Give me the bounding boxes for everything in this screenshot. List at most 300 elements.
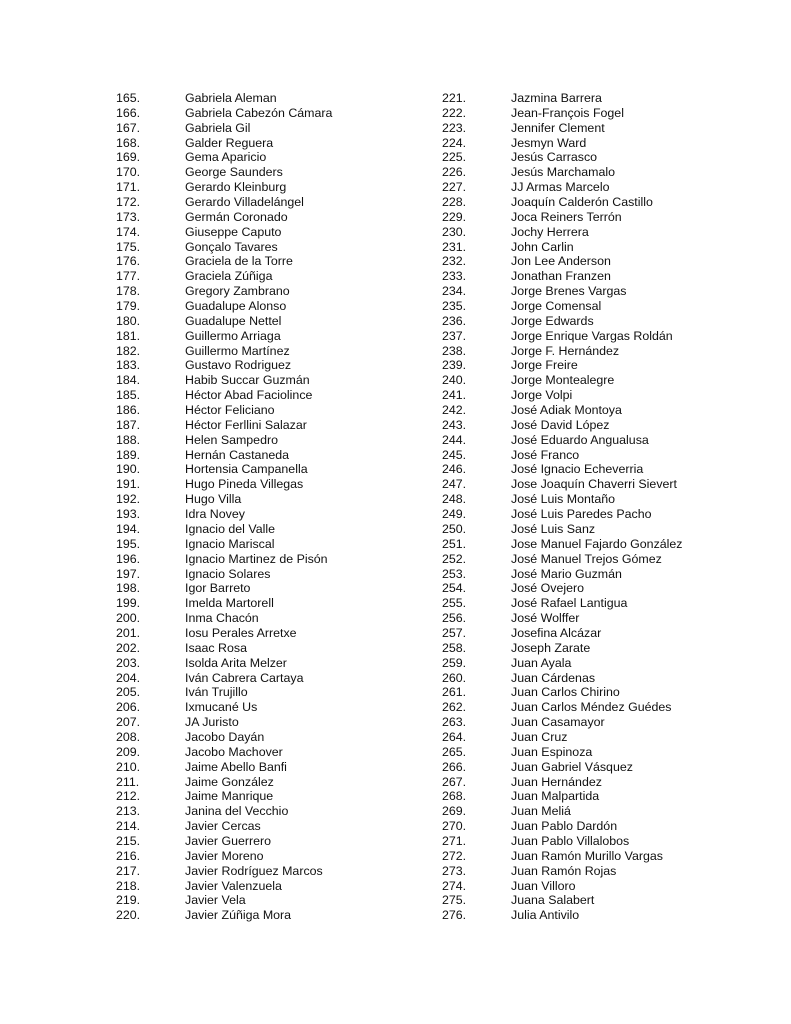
list-item xyxy=(442,775,742,790)
list-item xyxy=(116,150,416,165)
entry-number: 274. xyxy=(442,878,467,893)
entry-number: 245. xyxy=(442,447,467,462)
entry-number: 225. xyxy=(442,150,467,165)
entry-number: 232. xyxy=(442,254,467,269)
list-item xyxy=(116,849,416,864)
entry-name: José Ovejero xyxy=(511,581,585,596)
list-item xyxy=(116,596,416,611)
entry-name: Iván Cabrera Cartaya xyxy=(185,670,304,685)
list-item xyxy=(116,611,416,626)
entry-number: 174. xyxy=(116,224,141,239)
entry-name: Héctor Feliciano xyxy=(185,403,275,418)
list-item xyxy=(116,299,416,314)
entry-number: 202. xyxy=(116,640,141,655)
list-item xyxy=(442,581,742,596)
entry-name: Javier Zúñiga Mora xyxy=(185,908,292,923)
list-item xyxy=(442,195,742,210)
entry-name: JA Juristo xyxy=(185,715,239,730)
entry-number: 199. xyxy=(116,596,141,611)
entry-number: 166. xyxy=(116,105,141,120)
entry-name: Joca Reiners Terrón xyxy=(511,209,622,224)
entry-name: Giuseppe Caputo xyxy=(185,224,282,239)
entry-name: José Adiak Montoya xyxy=(511,403,622,418)
entry-number: 205. xyxy=(116,685,141,700)
entry-number: 237. xyxy=(442,328,467,343)
entry-name: Jorge Montealegre xyxy=(511,373,615,388)
entry-number: 176. xyxy=(116,254,141,269)
list-item xyxy=(442,611,742,626)
entry-number: 173. xyxy=(116,209,141,224)
list-item xyxy=(116,433,416,448)
entry-name: Juan Hernández xyxy=(511,774,602,789)
list-item xyxy=(442,671,742,686)
list-item xyxy=(442,834,742,849)
entry-number: 201. xyxy=(116,625,141,640)
entry-name: José Luis Paredes Pacho xyxy=(511,507,652,522)
entry-name: Jorge Enrique Vargas Roldán xyxy=(511,328,673,343)
entry-name: José Luis Sanz xyxy=(511,521,596,536)
list-item xyxy=(442,477,742,492)
list-item xyxy=(116,760,416,775)
list-item xyxy=(116,789,416,804)
entry-number: 233. xyxy=(442,269,467,284)
list-item xyxy=(116,819,416,834)
list-item xyxy=(116,136,416,151)
entry-name: Isaac Rosa xyxy=(185,640,247,655)
list-item xyxy=(442,492,742,507)
list-item xyxy=(442,403,742,418)
list-item xyxy=(442,284,742,299)
right-column xyxy=(442,91,742,923)
entry-number: 182. xyxy=(116,343,141,358)
entry-number: 181. xyxy=(116,328,141,343)
entry-name: Juan Carlos Méndez Guédes xyxy=(511,700,672,715)
entry-number: 258. xyxy=(442,640,467,655)
entry-number: 224. xyxy=(442,135,467,150)
entry-number: 273. xyxy=(442,863,467,878)
entry-number: 240. xyxy=(442,373,467,388)
entry-number: 219. xyxy=(116,893,141,908)
entry-name: Jesmyn Ward xyxy=(511,135,587,150)
list-item xyxy=(442,329,742,344)
list-item xyxy=(116,730,416,745)
entry-number: 170. xyxy=(116,165,141,180)
entry-number: 253. xyxy=(442,566,467,581)
entry-name: Ignacio Mariscal xyxy=(185,536,275,551)
list-item xyxy=(116,195,416,210)
entry-number: 244. xyxy=(442,432,467,447)
list-item xyxy=(116,492,416,507)
list-item xyxy=(442,136,742,151)
entry-number: 270. xyxy=(442,819,467,834)
entry-name: José Wolffer xyxy=(511,611,580,626)
entry-name: Jennifer Clement xyxy=(511,120,605,135)
list-item xyxy=(116,745,416,760)
list-item xyxy=(442,106,742,121)
list-item xyxy=(442,388,742,403)
entry-number: 266. xyxy=(442,759,467,774)
entry-number: 275. xyxy=(442,893,467,908)
list-item xyxy=(116,879,416,894)
entry-name: Héctor Ferllini Salazar xyxy=(185,417,307,432)
list-item xyxy=(116,344,416,359)
entry-name: Hugo Pineda Villegas xyxy=(185,477,304,492)
entry-number: 236. xyxy=(442,313,467,328)
entry-name: Juan Casamayor xyxy=(511,715,605,730)
entry-number: 196. xyxy=(116,551,141,566)
entry-name: Jorge F. Hernández xyxy=(511,343,620,358)
entry-number: 200. xyxy=(116,611,141,626)
entry-name: Juan Malpartida xyxy=(511,789,600,804)
entry-name: Iosu Perales Arretxe xyxy=(185,625,297,640)
entry-name: Guillermo Martínez xyxy=(185,343,290,358)
entry-name: Guadalupe Nettel xyxy=(185,313,282,328)
entry-number: 212. xyxy=(116,789,141,804)
entry-number: 264. xyxy=(442,729,467,744)
entry-name: Gabriela Cabezón Cámara xyxy=(185,105,333,120)
entry-name: George Saunders xyxy=(185,165,283,180)
entry-number: 188. xyxy=(116,432,141,447)
list-item xyxy=(442,522,742,537)
list-item xyxy=(442,804,742,819)
entry-number: 189. xyxy=(116,447,141,462)
list-item xyxy=(116,567,416,582)
entry-number: 257. xyxy=(442,625,467,640)
list-item xyxy=(116,537,416,552)
list-item xyxy=(442,879,742,894)
list-item xyxy=(116,671,416,686)
entry-name: Jonathan Franzen xyxy=(511,269,611,284)
list-item xyxy=(116,448,416,463)
entry-name: Jorge Edwards xyxy=(511,313,594,328)
list-item xyxy=(442,656,742,671)
entry-name: Juan Ramón Murillo Vargas xyxy=(511,848,663,863)
entry-number: 214. xyxy=(116,819,141,834)
list-item xyxy=(442,507,742,522)
entry-name: Javier Moreno xyxy=(185,848,264,863)
entry-number: 268. xyxy=(442,789,467,804)
entry-number: 231. xyxy=(442,239,467,254)
entry-number: 197. xyxy=(116,566,141,581)
entry-name: Hernán Castaneda xyxy=(185,447,290,462)
entry-name: Juan Espinoza xyxy=(511,744,593,759)
entry-number: 207. xyxy=(116,715,141,730)
entry-name: Jaime Manrique xyxy=(185,789,274,804)
entry-name: Juan Cárdenas xyxy=(511,670,596,685)
list-item xyxy=(116,418,416,433)
entry-number: 172. xyxy=(116,195,141,210)
entry-number: 223. xyxy=(442,120,467,135)
entry-name: Jacobo Dayán xyxy=(185,729,265,744)
entry-number: 255. xyxy=(442,596,467,611)
entry-number: 242. xyxy=(442,403,467,418)
list-item xyxy=(442,91,742,106)
entry-number: 243. xyxy=(442,417,467,432)
list-item xyxy=(442,730,742,745)
list-item xyxy=(442,715,742,730)
entry-number: 252. xyxy=(442,551,467,566)
entry-name: Joaquín Calderón Castillo xyxy=(511,195,653,210)
list-item xyxy=(442,433,742,448)
list-item xyxy=(116,462,416,477)
entry-number: 183. xyxy=(116,358,141,373)
entry-name: Julia Antivilo xyxy=(511,908,580,923)
list-item xyxy=(116,581,416,596)
entry-number: 241. xyxy=(442,388,467,403)
entry-name: Galder Reguera xyxy=(185,135,274,150)
list-item xyxy=(442,314,742,329)
entry-name: Igor Barreto xyxy=(185,581,251,596)
entry-name: Gabriela Aleman xyxy=(185,91,277,105)
entry-name: José Eduardo Angualusa xyxy=(511,432,649,447)
entry-name: Josefina Alcázar xyxy=(511,625,602,640)
entry-number: 251. xyxy=(442,536,467,551)
entry-name: José Franco xyxy=(511,447,580,462)
list-item xyxy=(442,299,742,314)
list-item xyxy=(442,552,742,567)
entry-name: Gregory Zambrano xyxy=(185,284,290,299)
entry-number: 194. xyxy=(116,521,141,536)
entry-number: 271. xyxy=(442,833,467,848)
entry-number: 209. xyxy=(116,744,141,759)
entry-number: 213. xyxy=(116,804,141,819)
entry-name: Jaime González xyxy=(185,774,274,789)
list-item xyxy=(116,908,416,923)
list-item xyxy=(116,388,416,403)
entry-name: Jorge Brenes Vargas xyxy=(511,284,627,299)
entry-number: 186. xyxy=(116,403,141,418)
list-item xyxy=(116,106,416,121)
entry-name: Gerardo Villadelángel xyxy=(185,195,304,210)
list-item xyxy=(442,165,742,180)
entry-number: 203. xyxy=(116,655,141,670)
entry-name: Germán Coronado xyxy=(185,209,288,224)
list-item xyxy=(442,344,742,359)
list-item xyxy=(116,373,416,388)
entry-name: Hortensia Campanella xyxy=(185,462,308,477)
list-item xyxy=(442,789,742,804)
entry-name: Juan Meliá xyxy=(511,804,571,819)
entry-number: 235. xyxy=(442,299,467,314)
entry-name: Gustavo Rodriguez xyxy=(185,358,292,373)
list-item xyxy=(116,121,416,136)
entry-number: 234. xyxy=(442,284,467,299)
list-item xyxy=(116,685,416,700)
entry-name: Jesús Carrasco xyxy=(511,150,598,165)
entry-number: 261. xyxy=(442,685,467,700)
list-item xyxy=(442,641,742,656)
entry-name: José Luis Montaño xyxy=(511,492,616,507)
list-item xyxy=(116,180,416,195)
entry-name: Javier Vela xyxy=(185,893,246,908)
list-item xyxy=(442,150,742,165)
entry-number: 195. xyxy=(116,536,141,551)
list-item xyxy=(116,864,416,879)
entry-name: José Mario Guzmán xyxy=(511,566,622,581)
entry-number: 192. xyxy=(116,492,141,507)
entry-name: José Ignacio Echeverria xyxy=(511,462,644,477)
list-item xyxy=(116,522,416,537)
entry-number: 191. xyxy=(116,477,141,492)
entry-number: 208. xyxy=(116,729,141,744)
entry-name: Ixmucané Us xyxy=(185,700,258,715)
list-item xyxy=(442,864,742,879)
entry-name: Jose Joaquín Chaverri Sievert xyxy=(511,477,677,492)
entry-name: Gonçalo Tavares xyxy=(185,239,278,254)
entry-number: 206. xyxy=(116,700,141,715)
list-item xyxy=(442,567,742,582)
entry-number: 180. xyxy=(116,313,141,328)
entry-name: Gerardo Kleinburg xyxy=(185,180,287,195)
entry-number: 250. xyxy=(442,521,467,536)
entry-number: 267. xyxy=(442,774,467,789)
list-item xyxy=(116,715,416,730)
list-item xyxy=(442,418,742,433)
list-item xyxy=(442,760,742,775)
list-item xyxy=(442,626,742,641)
entry-number: 256. xyxy=(442,611,467,626)
list-item xyxy=(116,91,416,106)
entry-name: José David López xyxy=(511,417,610,432)
entry-number: 184. xyxy=(116,373,141,388)
entry-name: Jose Manuel Fajardo González xyxy=(511,536,683,551)
list-item xyxy=(442,448,742,463)
list-item xyxy=(116,804,416,819)
entry-name: Juan Pablo Villalobos xyxy=(511,833,630,848)
entry-name: Gabriela Gil xyxy=(185,120,251,135)
entry-number: 167. xyxy=(116,120,141,135)
list-item xyxy=(116,656,416,671)
entry-number: 171. xyxy=(116,180,141,195)
entry-name: Habib Succar Guzmán xyxy=(185,373,310,388)
list-item xyxy=(442,700,742,715)
list-item xyxy=(116,552,416,567)
entry-name: Ignacio Solares xyxy=(185,566,271,581)
list-item xyxy=(116,507,416,522)
entry-name: Javier Valenzuela xyxy=(185,878,282,893)
list-item xyxy=(442,210,742,225)
list-item xyxy=(116,477,416,492)
entry-name: Juan Pablo Dardón xyxy=(511,819,618,834)
entry-name: Juan Cruz xyxy=(511,729,568,744)
entry-number: 178. xyxy=(116,284,141,299)
list-item xyxy=(116,893,416,908)
list-item xyxy=(442,121,742,136)
list-item xyxy=(116,254,416,269)
entry-number: 260. xyxy=(442,670,467,685)
entry-name: Inma Chacón xyxy=(185,611,259,626)
list-item xyxy=(442,358,742,373)
list-item xyxy=(442,596,742,611)
list-item xyxy=(442,537,742,552)
entry-name: Jorge Volpi xyxy=(511,388,573,403)
entry-name: Joseph Zarate xyxy=(511,640,591,655)
entry-number: 249. xyxy=(442,507,467,522)
list-item xyxy=(442,685,742,700)
entry-name: Gema Aparicio xyxy=(185,150,267,165)
list-item xyxy=(442,819,742,834)
list-item xyxy=(116,775,416,790)
list-item xyxy=(116,284,416,299)
entry-name: Juana Salabert xyxy=(511,893,595,908)
entry-number: 190. xyxy=(116,462,141,477)
entry-name: Juan Ayala xyxy=(511,655,572,670)
entry-name: Janina del Vecchio xyxy=(185,804,289,819)
entry-number: 179. xyxy=(116,299,141,314)
entry-name: Graciela Zúñiga xyxy=(185,269,273,284)
entry-name: Jean-François Fogel xyxy=(511,105,624,120)
entry-number: 276. xyxy=(442,908,467,923)
entry-number: 265. xyxy=(442,744,467,759)
entry-number: 198. xyxy=(116,581,141,596)
list-item xyxy=(442,373,742,388)
list-item xyxy=(116,269,416,284)
list-item xyxy=(116,834,416,849)
entry-number: 165. xyxy=(116,91,141,105)
list-item xyxy=(116,225,416,240)
list-item xyxy=(116,700,416,715)
entry-name: Jorge Freire xyxy=(511,358,578,373)
list-item xyxy=(442,893,742,908)
entry-number: 239. xyxy=(442,358,467,373)
list-item xyxy=(442,180,742,195)
entry-name: Isolda Arita Melzer xyxy=(185,655,287,670)
entry-number: 169. xyxy=(116,150,141,165)
entry-name: Hugo Villa xyxy=(185,492,242,507)
entry-name: Juan Villoro xyxy=(511,878,576,893)
entry-number: 230. xyxy=(442,224,467,239)
entry-number: 177. xyxy=(116,269,141,284)
entry-name: Jazmina Barrera xyxy=(511,91,602,105)
entry-name: Imelda Martorell xyxy=(185,596,274,611)
list-item xyxy=(442,254,742,269)
entry-name: Ignacio del Valle xyxy=(185,521,276,536)
entry-name: Jorge Comensal xyxy=(511,299,602,314)
entry-name: Jesús Marchamalo xyxy=(511,165,615,180)
entry-number: 222. xyxy=(442,105,467,120)
entry-number: 211. xyxy=(116,774,140,789)
entry-number: 229. xyxy=(442,209,467,224)
entry-number: 238. xyxy=(442,343,467,358)
entry-name: Graciela de la Torre xyxy=(185,254,293,269)
entry-name: John Carlin xyxy=(511,239,574,254)
entry-number: 217. xyxy=(116,863,141,878)
left-column xyxy=(116,91,416,923)
list-item xyxy=(116,314,416,329)
entry-number: 216. xyxy=(116,848,141,863)
entry-name: Javier Guerrero xyxy=(185,833,272,848)
list-item xyxy=(116,165,416,180)
list-item xyxy=(442,849,742,864)
entry-number: 228. xyxy=(442,195,467,210)
entry-name: Guillermo Arriaga xyxy=(185,328,281,343)
list-item xyxy=(442,462,742,477)
list-item xyxy=(442,745,742,760)
list-item xyxy=(116,403,416,418)
entry-name: Juan Gabriel Vásquez xyxy=(511,759,633,774)
list-item xyxy=(116,626,416,641)
entry-number: 263. xyxy=(442,715,467,730)
entry-number: 210. xyxy=(116,759,141,774)
entry-number: 185. xyxy=(116,388,141,403)
entry-number: 221. xyxy=(442,91,467,105)
entry-number: 259. xyxy=(442,655,467,670)
entry-name: Juan Carlos Chirino xyxy=(511,685,620,700)
list-item xyxy=(116,358,416,373)
entry-name: Héctor Abad Faciolince xyxy=(185,388,313,403)
entry-number: 226. xyxy=(442,165,467,180)
list-item xyxy=(116,240,416,255)
